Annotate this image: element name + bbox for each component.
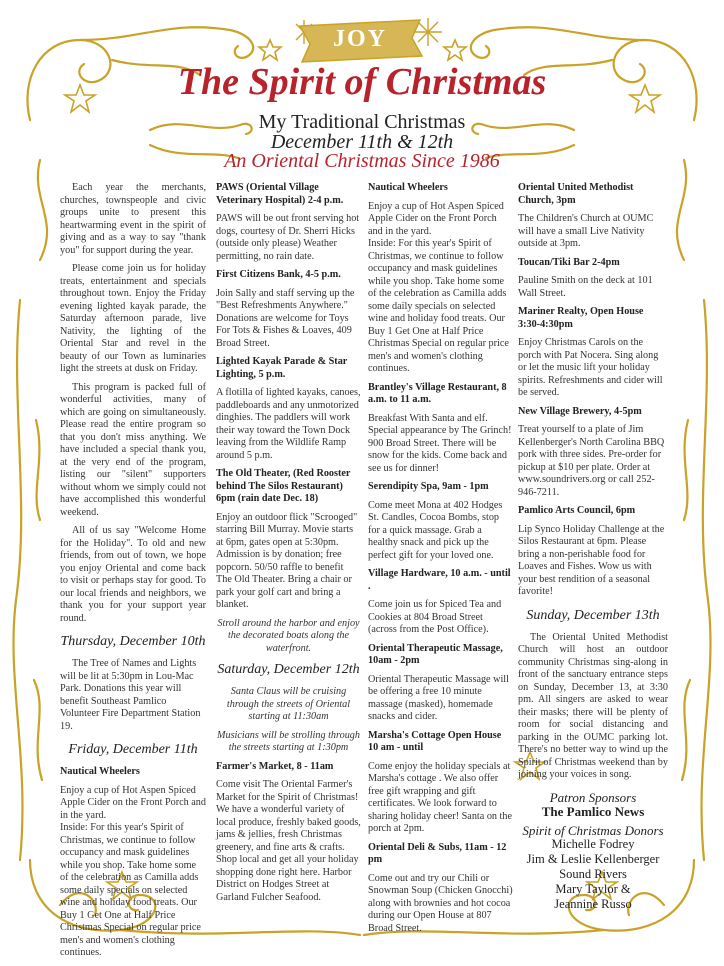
intro-paragraph: All of us say "Welcome Home for the Holiday". To old and new friends, from out of town, we hope you enjoy Oriental and come back to visit or perhaps stay for good. To our local friends and neighbors, we thank you for your support year round. — [60, 525, 206, 624]
event-heading: Pamlico Arts Council, 6pm — [518, 505, 636, 516]
event-text: Join Sally and staff serving up the "Best Refreshments Anywhere." Donations are welcome for Toys For Tots & Fishes & Loaves, 409 Broad Street. — [216, 287, 355, 349]
subtitle-dates: December 11th & 12th — [270, 131, 454, 153]
santa-note: Santa Claus will be cruising through the streets of Oriental starting at 11:30am — [226, 686, 351, 722]
event-text: Lip Synco Holiday Challenge at the Silos Restaurant at 6pm. Please bring a non-perishable food for Loaves and Fishes. Wow us with your best rendition of a seasonal favorite! — [518, 523, 665, 597]
donor-name: Jim & Leslie Kellenberger — [526, 852, 660, 866]
donor-name: Mary Taylor & — [555, 882, 631, 896]
event-heading: New Village Brewery, 4-5pm — [518, 405, 642, 417]
event-text: The Children's Church at OUMC will have a small Live Nativity outside at 3pm. — [518, 213, 654, 249]
event-text: Come meet Mona at 402 Hodges St. Candles, Cocoa Bombs, stop for a quick massage. Grab a healthy snack and pick up the perfect gift for your loved one. — [368, 499, 503, 561]
patron-name: The Pamlico News — [541, 804, 645, 819]
donor-name: Michelle Fodrey — [551, 837, 635, 851]
intro-paragraph: Each year the merchants, churches, townspeople and civic groups unite to present this heartwarming event in the spirit of giving and as a way to say "thank you" for support during the year. — [60, 182, 206, 256]
event-text: Enjoy Christmas Carols on the porch with Pat Nocera. Sing along or let the music lift your holiday spirits. Refreshments and cider will be served. — [518, 337, 663, 398]
event-heading: Serendipity Spa, 9am - 1pm — [368, 481, 489, 492]
event-text: Inside: For this year's Spirit of Christmas, we continue to follow occupancy and mask guidelines while you shop. Take home some of the celebration as Camilla adds some daily specials on selected wine and holiday food treats. Our Buy 1 Get One at Half Price Christmas Special on regular price men's and women's clothing continues. — [60, 822, 201, 958]
event-text: PAWS will be out front serving hot dogs, courtesy of Dr. Sherri Hicks (outside only please) Weather permitting, no rain date. — [216, 213, 360, 262]
event-heading: Mariner Realty, Open House 3:30-4:30pm — [518, 306, 644, 330]
donors-heading: Spirit of Christmas Donors — [522, 822, 664, 838]
event-text: The Tree of Names and Lights will be lit at 5:30pm in Lou-Mac Park. Donations this year will benefit Southeast Pamlico Volunteer Fire Department Station 19. — [60, 658, 201, 732]
event-heading: Oriental Therapeutic Massage, 10am - 2pm — [368, 642, 503, 666]
column-2 — [216, 182, 361, 910]
column-4 — [518, 182, 668, 912]
column-3 — [368, 182, 513, 941]
day-heading-friday: Friday, December 11th — [68, 742, 198, 757]
event-text: Pauline Smith on the deck at 101 Wall Street. — [518, 275, 653, 299]
patron-heading: Patron Sponsors — [549, 789, 637, 805]
event-text: Treat yourself to a plate of Jim Kellenberger's North Carolina BBQ pork with three sides. Pre-order for pickup at $10 per plate. Order at www.soundrivers.org or call 252-946-7211. — [518, 424, 665, 498]
event-heading: Lighted Kayak Parade & Star Lighting, 5 p.m. — [216, 356, 348, 380]
donor-name: Sound Rivers — [559, 867, 627, 881]
joy-text: JOY — [333, 26, 387, 52]
event-text: Breakfast With Santa and elf. Special appearance by The Grinch! 900 Broad Street. There will be snow for the kids. Come back and see us for dinner! — [368, 412, 512, 474]
event-text: A flotilla of lighted kayaks, canoes, paddleboards and any unmotorized dinghies. The paddlers will work their way toward the Town Dock leaving from the Wildlife Ramp around 5 p.m. — [216, 387, 361, 461]
event-heading: Nautical Wheelers — [368, 182, 448, 193]
event-text: The Oriental United Methodist Church will host an outdoor community Christmas sing-along in front of the sanctuary entrance steps on Sunday, December 13, at 3:30 pm. All singers are asked to wear their masks; there will be plenty of room for social distancing and parking in the OUMC parking lot. There's no better way to wind up the Spirit of Christmas weekend than by joining your voices in song. — [518, 631, 668, 780]
event-heading: Brantley's Village Restaurant, 8 a.m. to 11 a.m. — [368, 381, 507, 405]
event-heading: Nautical Wheelers — [60, 766, 140, 777]
stroll-note: Stroll around the harbor and enjoy the decorated boats along the waterfront. — [217, 617, 360, 654]
event-text: Come enjoy the holiday specials at Marsha's cottage . We also offer free gift wrapping and gift certificates. We look forward to sharing holiday cheer! Santa on the porch at 2pm. — [368, 760, 512, 834]
donor-name: Jeannine Russo — [554, 897, 632, 911]
subtitle-tradition: My Traditional Christmas — [258, 111, 466, 133]
column-1 — [60, 182, 206, 966]
event-text: Enjoy an outdoor flick "Scrooged" starring Bill Murray. Movie starts at 6pm, gates open at 5:30pm. Admission is by donation; free popcorn. 50/50 raffle to benefit The Old Theater. Bring a chair or park your golf cart and bring a blanket. — [216, 511, 358, 610]
event-heading: Oriental United Methodist Church, 3pm — [518, 182, 634, 206]
event-heading: Farmer's Market, 8 - 11am — [216, 760, 334, 772]
event-text: Enjoy a cup of Hot Aspen Spiced Apple Cider on the Front Porch and in the yard. — [60, 784, 206, 821]
musicians-note: Musicians will be strolling through the streets starting at 1:30pm — [216, 729, 360, 753]
day-heading-sunday: Sunday, December 13th — [526, 607, 660, 623]
event-heading: First Citizens Bank, 4-5 p.m. — [216, 269, 341, 280]
day-heading-thursday: Thursday, December 10th — [60, 634, 206, 649]
event-text: Come join us for Spiced Tea and Cookies at 804 Broad Street (across from the Post Office). — [368, 599, 502, 635]
event-text: Enjoy a cup of Hot Aspen Spiced Apple Cider on the Front Porch and in the yard. — [368, 200, 504, 237]
intro-paragraph: Please come join us for holiday treats, entertainment and specials throughout town. Enjoy the Friday evening lighted kayak parade, the Saturday afternoon parade, live Nativity, the lighting of the Oriental Star and revel in the beauty of our Town as luminaries light the streets at dusk on Friday. — [60, 263, 206, 374]
page-title: The Spirit of Christmas — [177, 61, 547, 103]
event-heading: PAWS (Oriental Village Veterinary Hospital) 2-4 p.m. — [216, 182, 344, 206]
event-text: Come visit The Oriental Farmer's Market for the Spirit of Christmas! We have a wonderful variety of local produce, freshly baked goods, jams & jellies, fresh Christmas greenery, and fine arts & crafts. Shop local and get all your holiday shopping done right here. Harbor District on Hodges Street at Garland Fulcher Seafood. — [216, 779, 361, 903]
event-text: Come out and try our Chili or Snowman Soup (Chicken Gnocchi) along with brownies and hot cocoa during our Open House at 807 Broad Street. — [368, 872, 513, 934]
event-heading: Marsha's Cottage Open House 10 am - until — [368, 729, 502, 753]
event-text: Oriental Therapeutic Massage will be offering a free 10 minute massage (masked), homemade snacks and cider. — [368, 673, 509, 722]
event-heading: Village Hardware, 10 a.m. - until . — [368, 568, 511, 592]
intro-paragraph: This program is packed full of wonderful activities, many of which are going on simultaneously. Please read the entire program so that you don't miss anything. We have included a special thank you, at the very end of the program, listing our "silent" supporters without whom we simply could not have accomplished this wonderful weekend. — [60, 381, 206, 518]
subtitle-since: An Oriental Christmas Since 1986 — [224, 150, 500, 172]
event-heading: Toucan/Tiki Bar 2-4pm — [518, 256, 620, 268]
event-heading: Oriental Deli & Subs, 11am - 12 pm — [368, 841, 507, 865]
event-text: Inside: For this year's Spirit of Christmas, we continue to follow occupancy and mask guidelines while you shop. Take home some of the celebration as Camilla adds some daily specials on selected wine and holiday food treats. Our Buy 1 Get One at Half Price Christmas Special on regular price men's and women's clothing continues. — [368, 238, 509, 374]
event-heading: The Old Theater, (Red Rooster behind The Silos Restaurant) 6pm (rain date Dec. 18) — [216, 468, 351, 504]
day-heading-saturday: Saturday, December 12th — [217, 662, 360, 677]
